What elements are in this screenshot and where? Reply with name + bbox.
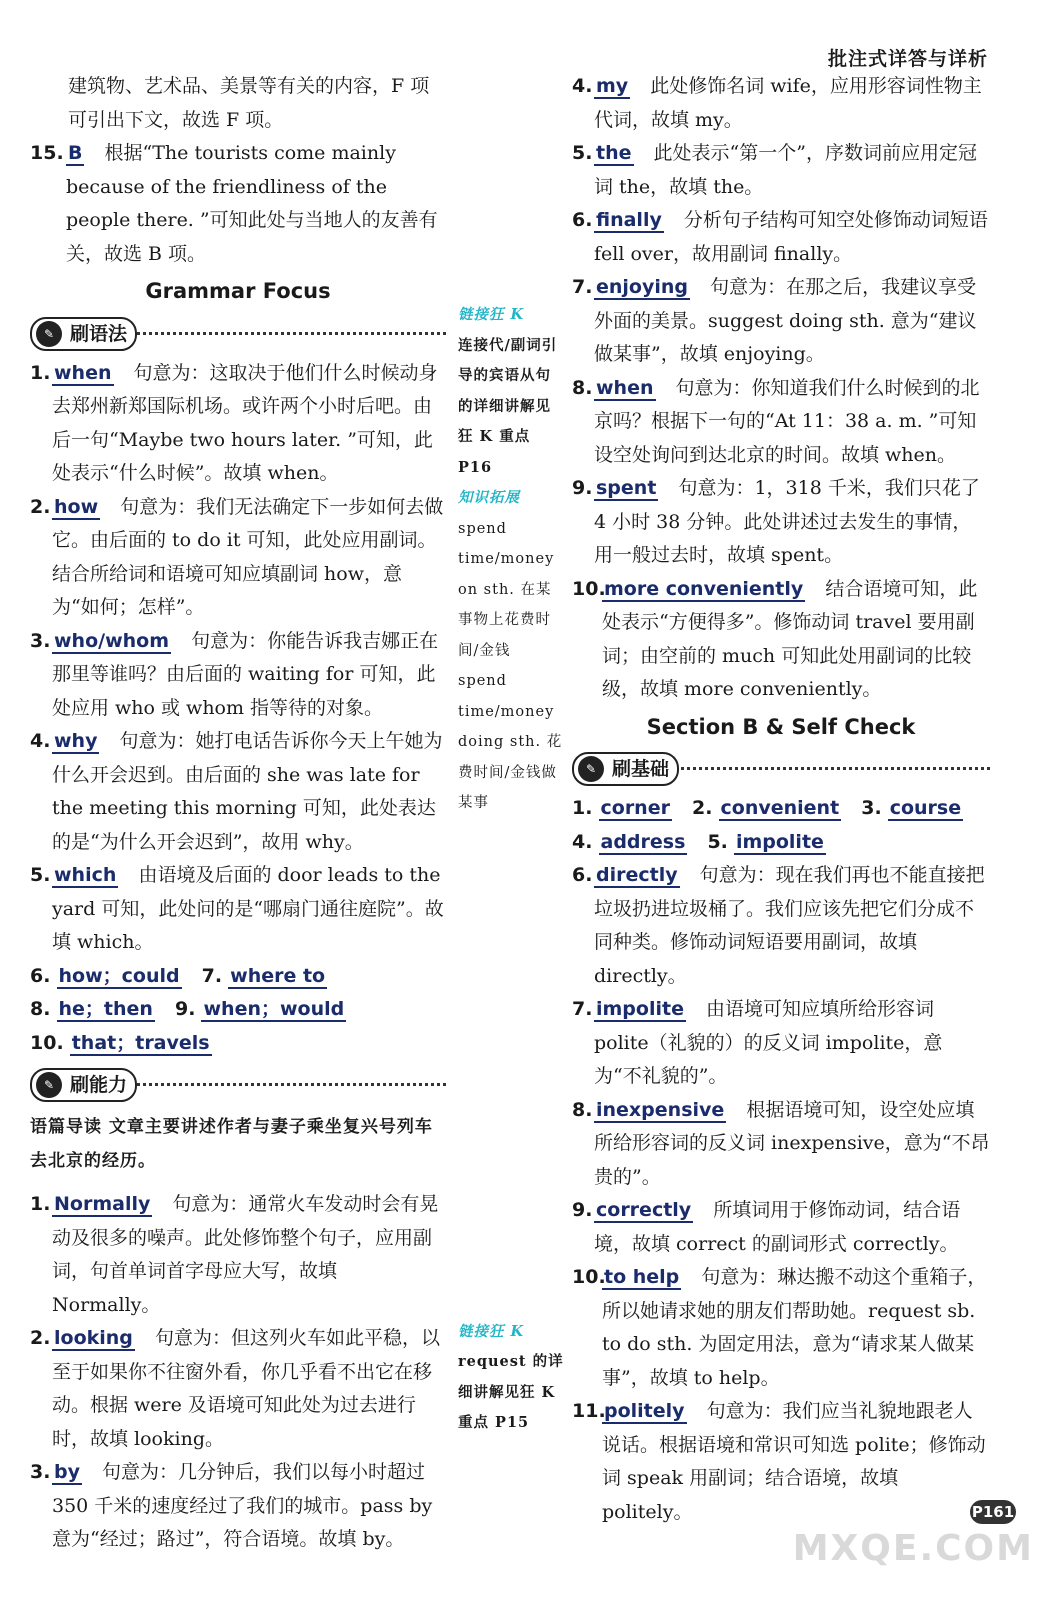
item-answer: Normally <box>54 1193 151 1215</box>
answer-row <box>572 792 990 826</box>
continued-text: 建筑物、艺术品、美景等有关的内容，F 项可引出下文，故选 F 项。 <box>68 75 430 131</box>
item-explanation: 句意为：1，318 千米，我们只花了 4 小时 38 分钟。此处讲述过去发生的事情，用一般过去时，故填 spent。 <box>594 477 980 566</box>
item-explanation: 句意为：你能告诉我吉娜正在那里等谁吗？由后面的 waiting for 可知，此处应用 who 或 whom 指等待的对象。 <box>52 629 439 719</box>
item-number: 15. <box>30 142 64 164</box>
item-answer: to help <box>604 1266 680 1288</box>
answer-item <box>30 859 446 960</box>
item-answer: course <box>889 797 962 819</box>
item-number: 11. <box>572 1400 606 1422</box>
item-explanation: 句意为：现在我们再也不能直接把垃圾扔进垃圾桶了。我们应该先把它们分成不同种类。修饰动词短语要用副词，故填 directly。 <box>594 864 985 987</box>
item-number: 5. <box>707 830 728 853</box>
item-answer: where to <box>230 964 326 987</box>
item-number: 1. <box>572 797 593 819</box>
answer-item <box>572 859 990 993</box>
item-number: 9. <box>174 998 196 1020</box>
margin-notes <box>458 300 564 1439</box>
answer-item <box>572 271 990 372</box>
item-explanation: 句意为：我们无法确定下一步如何去做它。由后面的 to do it 可知，此处应用副词。结合所给词和语境可知应填副词 how，意为“如何；怎样”。 <box>52 495 444 618</box>
item-answer: more conveniently <box>604 577 804 600</box>
item-number: 10. <box>30 1031 64 1054</box>
item-explanation: 由语境及后面的 door leads to the yard 可知，此处问的是“哪扇门通往庭院”。故填 which。 <box>52 864 444 953</box>
answer-item <box>30 1456 446 1557</box>
item-number: 2. <box>30 1327 51 1349</box>
item-number: 8. <box>30 998 51 1020</box>
item-answer: how <box>54 495 99 518</box>
section-bar <box>572 750 990 788</box>
answer-item <box>30 1188 446 1322</box>
badge: ✎ 刷基础 <box>572 752 679 786</box>
item-number: 6. <box>572 864 593 886</box>
answer-item <box>572 70 990 137</box>
item-number: 4. <box>572 830 593 853</box>
item-answer: B <box>68 142 83 164</box>
answer-item <box>572 573 990 707</box>
answer-item <box>572 204 990 271</box>
section-bar <box>30 315 446 353</box>
item-explanation: 句意为：在那之后，我建议享受外面的美景。suggest doing sth. 意为“建议做某事”，故填 enjoying。 <box>594 276 977 365</box>
item-explanation: 句意为：通常火车发动时会有晃动及很多的噪声。此处修饰整个句子，应用副词，句首单词首字母应大写，故填 Normally。 <box>52 1193 439 1316</box>
badge: ✎ 刷能力 <box>30 1068 137 1102</box>
section-title: Section B & Self Check <box>646 714 916 739</box>
item-answer: the <box>596 142 632 164</box>
item-number: 8. <box>572 1098 593 1121</box>
answer-item <box>572 1395 990 1529</box>
badge: ✎ 刷语法 <box>30 317 137 351</box>
item-answer: impolite <box>735 830 824 853</box>
note-link-text: request 的详细讲解见狂 K 重点 P15 <box>458 1353 564 1431</box>
item-answer: why <box>54 730 98 752</box>
answer-row <box>572 826 990 860</box>
item-answer: he；then <box>58 998 153 1020</box>
item-answer: spent <box>596 477 657 499</box>
item-answer: who/whom <box>54 629 170 652</box>
item-answer: which <box>54 864 117 886</box>
item-answer: politely <box>604 1400 685 1422</box>
note-ext-title: 知识拓展 <box>458 489 520 506</box>
item-answer: when；would <box>203 998 345 1020</box>
item-explanation: 由语境可知应填所给形容词 polite（礼貌的）的反义词 impolite，意为“不礼貌的”。 <box>594 998 943 1087</box>
answer-item <box>572 993 990 1094</box>
item-explanation: 句意为：你知道我们什么时候到的北京吗？根据下一句的“At 11：38 a. m. ”可知设空处询问到达北京的时间。故填 when。 <box>594 376 980 466</box>
item-number: 6. <box>30 964 51 987</box>
item-explanation: 根据“The tourists come mainly because of the friendliness of the people there. ”可知此处与当地人的友善有关，故选 B 项。 <box>66 142 438 265</box>
item-number: 3. <box>30 1461 51 1483</box>
watermark: MXQE.COM <box>792 1528 1034 1569</box>
item-explanation: 句意为：我们应当礼貌地跟老人说话。根据语境和常识可知选 polite；修饰动词 speak 用副词；结合语境，故填 politely。 <box>602 1400 986 1523</box>
section-bar <box>30 1066 446 1104</box>
item-answer: directly <box>596 864 678 886</box>
item-explanation: 所填词用于修饰动词，结合语境，故填 correct 的副词形式 correctly。 <box>594 1199 961 1255</box>
item-answer: when <box>54 361 112 384</box>
answer-item <box>572 1194 990 1261</box>
note-link-text: 连接代/副词引导的宾语从句的详细讲解见狂 K 重点 P16 <box>458 336 558 476</box>
item-number: 10. <box>572 577 606 600</box>
item-number: 3. <box>861 797 882 819</box>
item-number: 4. <box>572 75 593 97</box>
item-explanation: 结合语境可知，此处表示“方便得多”。修饰动词 travel 要用副词；由空前的 much 可知此处用副词的比较级，故填 more conveniently。 <box>602 577 978 700</box>
item-number: 5. <box>572 142 593 164</box>
answer-item <box>572 372 990 473</box>
answer-row <box>30 960 446 994</box>
item-explanation: 此处表示“第一个”，序数词前应用定冠词 the，故填 the。 <box>594 142 977 198</box>
item-number: 5. <box>30 864 51 886</box>
item-number: 6. <box>572 209 593 231</box>
item-number: 1. <box>30 361 51 384</box>
answer-item <box>572 137 990 204</box>
answer-item <box>572 1261 990 1395</box>
book-icon: ✎ <box>578 756 604 782</box>
page-header: 批注式详答与详析 <box>827 48 988 70</box>
item-explanation: 分析句子结构可知空处修饰动词短语 fell over，故用副词 finally。 <box>594 209 988 265</box>
answer-item <box>572 1094 990 1195</box>
item-answer: looking <box>54 1327 133 1349</box>
item-number: 2. <box>30 495 51 518</box>
item-number: 7. <box>201 964 223 987</box>
item-explanation: 句意为：她打电话告诉你今天上午她为什么开会迟到。由后面的 she was late for the meeting this morning 可知，此处表达的是“为什么开会迟到”，故用 why。 <box>52 730 443 853</box>
book-icon: ✎ <box>36 1072 62 1098</box>
item-explanation: 句意为：这取决于他们什么时候动身去郑州新郑国际机场。或许两个小时后吧。由后一句“Maybe two hours later. ”可知，此处表示“什么时候”。故填 when。 <box>52 361 438 484</box>
item-answer: corner <box>600 797 670 819</box>
answer-item <box>30 137 446 271</box>
item-number: 1. <box>30 1193 51 1215</box>
note-link-title: 链接狂 K <box>458 306 525 323</box>
item-answer: enjoying <box>596 276 689 298</box>
item-answer: address <box>600 830 686 853</box>
item-explanation: 此处修饰名词 wife，应用形容词性物主代词，故填 my。 <box>594 75 982 131</box>
item-number: 4. <box>30 730 51 752</box>
note-ext-text: spend time/money on sth. 在某事物上花费时间/金钱 spend time/money doing sth. 花费时间/金钱做某事 <box>458 520 563 811</box>
answer-item <box>30 1322 446 1456</box>
item-number: 7. <box>572 276 593 298</box>
item-explanation: 句意为：但这列火车如此平稳，以至于如果你不往窗外看，你几乎看不出它在移动。根据 were 及语境可知此处为过去进行时，故填 looking。 <box>52 1327 440 1450</box>
answer-item <box>30 357 446 491</box>
item-answer: correctly <box>596 1199 692 1221</box>
answer-row <box>30 993 446 1027</box>
item-answer: by <box>54 1461 80 1483</box>
item-explanation: 根据语境可知，设空处应填所给形容词的反义词 inexpensive，意为“不昂贵的”。 <box>594 1098 990 1188</box>
item-answer: convenient <box>720 797 840 819</box>
answer-item <box>30 625 446 726</box>
item-answer: how；could <box>58 964 180 987</box>
item-answer: my <box>596 75 629 97</box>
answer-item <box>572 472 990 573</box>
answer-row <box>30 1027 446 1061</box>
answer-item <box>30 491 446 625</box>
item-answer: finally <box>596 209 662 231</box>
item-number: 10. <box>572 1266 606 1288</box>
item-answer: impolite <box>596 998 684 1020</box>
item-number: 8. <box>572 376 593 399</box>
item-answer: when <box>596 376 654 399</box>
item-explanation: 句意为：几分钟后，我们以每小时超过 350 千米的速度经过了我们的城市。pass by 意为“经过；路过”，符合语境。故填 by。 <box>52 1461 433 1550</box>
item-explanation: 句意为：琳达搬不动这个重箱子，所以她请求她的朋友们帮助她。request sb. to do sth. 为固定用法，意为“请求某人做某事”，故填 to help。 <box>602 1266 987 1389</box>
item-number: 3. <box>30 629 51 652</box>
item-answer: that；travels <box>71 1031 210 1054</box>
page-number: P161 <box>970 1500 1016 1524</box>
item-number: 9. <box>572 1199 593 1221</box>
item-number: 9. <box>572 477 593 499</box>
passage-intro: 语篇导读 文章主要讲述作者与妻子乘坐复兴号列车去北京的经历。 <box>30 1117 433 1171</box>
item-answer: inexpensive <box>596 1098 725 1121</box>
book-icon: ✎ <box>36 321 62 347</box>
right-column <box>572 70 990 1529</box>
answer-item <box>30 725 446 859</box>
section-title: Grammar Focus <box>145 279 331 303</box>
note-link-title: 链接狂 K <box>458 1322 525 1340</box>
left-column <box>30 70 446 1557</box>
item-number: 2. <box>692 797 713 819</box>
item-number: 7. <box>572 998 593 1020</box>
